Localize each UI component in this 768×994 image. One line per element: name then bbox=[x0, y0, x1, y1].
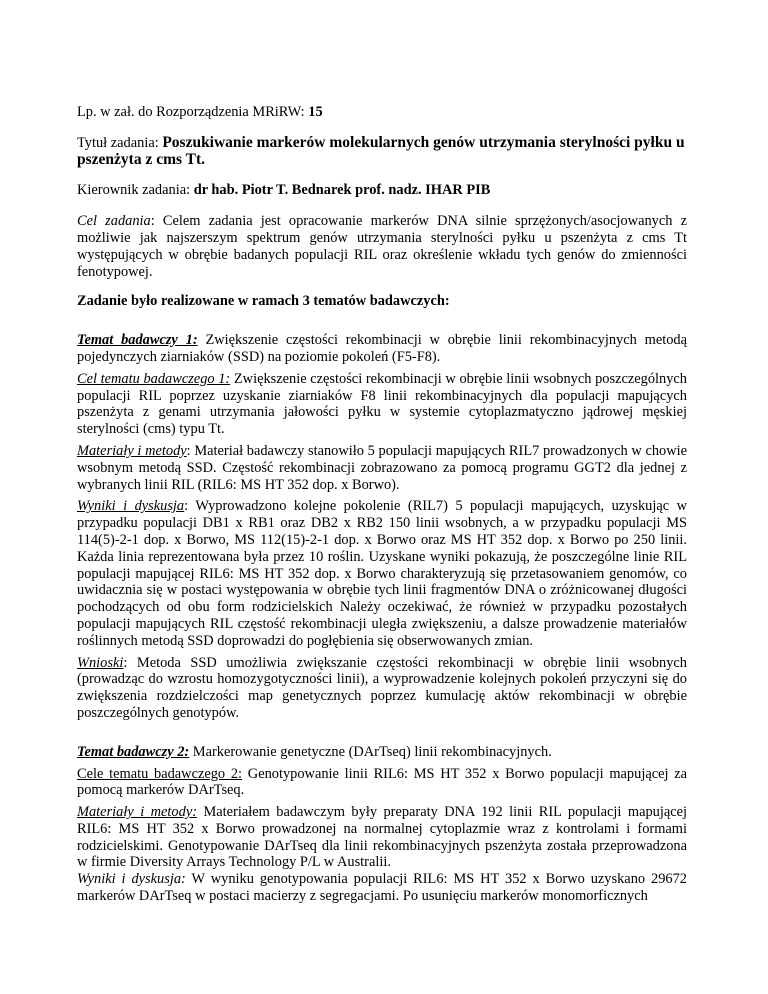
topic1-goal-text: Zwiększenie częstości rekombinacji w obrębie linii wsobnych poszczególnych populacji RIL poprzez uzyskanie ziarniaków F8 linii rekombinacyjnych dla populacji mapujących pszenżyta z genami utrzymania jałowości pyłku w systemie cytoplazmatyczno jądrowej męskiej sterylności (cms) typu Tt. bbox=[77, 370, 687, 438]
topic1-results bbox=[77, 498, 687, 649]
task-goal bbox=[77, 213, 687, 280]
topic1-results-text: : Wyprowadzono kolejne pokolenie (RIL7) 5 populacji mapujących, uzyskując w przypadku populacji DB1 x RB1 oraz DB2 x RB2 150 linii wsobnych, a w przypadku populacji MS 114(5)-2-1 dop. x Borwo, MS 112(15)-2-1 dop. x Borwo oraz MS HT 352 dop. x Borwo po 250 linii. Każda linia reprezentowana była przez 10 roślin. Uzyskane wyniki pokazują, że poszczególne linie RIL populacji mapującej RIL6: MS HT 352 dop. x Borwo charakteryzują się przetasowaniem genomów, co uwidacznia się w postaci występowania w obrębie tych linii fragmentów DNA o zróżnicowanej długości pochodzących od obu form rodzicielskich Należy oczekiwać, że również w przypadku pozostałych populacji mapujących RIL częstość rekombinacji uległa zwiększeniu, a dalsze prowadzenie materiałów roślinnych metodą SSD doprowadzi do pogłębienia się obserwowanych zmian. bbox=[77, 498, 688, 649]
topic1-methods-label: Materiały i metody bbox=[77, 442, 187, 459]
topic1-conclusions-text: : Metoda SSD umożliwia zwiększanie częstości rekombinacji w obrębie linii wsobnych (prowadząc do wzrostu homozygotyczności linii), a wyprowadzenie kolejnych pokoleń przyczyni się do zwiększenia rozdzielczości map genetycznych poprzez kumulację aktów rekombinacji w obrębie poszczególnych genotypów. bbox=[77, 654, 687, 721]
topic1-heading bbox=[77, 332, 687, 366]
topic1-conclusions bbox=[77, 655, 687, 722]
regulation-line bbox=[77, 104, 687, 121]
topic2-methods-label: Materiały i metody: bbox=[77, 804, 198, 821]
topic1-methods-text: : Materiał badawczy stanowiło 5 populacji mapujących RIL7 prowadzonych w chowie wsobnym metodą SSD. Częstość rekombinacji zobrazowano za pomocą programu GGT2 dla jednej z wybranych linii RIL (RIL6: MS HT 352 dop. x Borwo). bbox=[77, 442, 688, 493]
task-title-value: Poszukiwanie markerów molekularnych genów utrzymania sterylności pyłku u pszenżyta z cms Tt. bbox=[77, 133, 685, 168]
topic2-label: Temat badawczy 2: bbox=[77, 743, 190, 760]
topic2-heading bbox=[77, 744, 687, 761]
topic1-goal bbox=[77, 371, 687, 438]
task-manager bbox=[77, 182, 687, 199]
topic2-text: Markerowanie genetyczne (DArTseq) linii rekombinacyjnych. bbox=[189, 743, 552, 760]
task-title bbox=[77, 135, 687, 169]
topic1-methods bbox=[77, 443, 687, 493]
topic2-goal-text: Genotypowanie linii RIL6: MS HT 352 x Borwo populacji mapującej za pomocą markerów DArTseq. bbox=[77, 765, 687, 799]
topic1-conclusions-label: Wnioski bbox=[77, 654, 124, 671]
topic1-label: Temat badawczy 1: bbox=[77, 332, 198, 349]
topic2-goal bbox=[77, 766, 687, 800]
task-goal-text: : Celem zadania jest opracowanie markerów DNA silnie sprzężonych/asocjowanych z możliwie jak najszerszym spektrum genów utrzymania sterylności pyłku u pszenżyta z cms Tt występujących w obrębie badanych populacji RIL oraz określenie wkładu tych genów do zmienności fenotypowej. bbox=[77, 213, 687, 280]
topic1-goal-label: Cel tematu badawczego 1: bbox=[77, 370, 231, 387]
topic2-methods-text: Materiałem badawczym były preparaty DNA 192 linii RIL populacji mapującej RIL6: MS HT 352 x Borwo prowadzonej na normalnej cytoplazmie wraz z kontrolami i formami rodzicielskimi. Genotypowanie DArTseq dla linii rekombinacyjnych pszenżyta została przeprowadzona w firmie Diversity Arrays Technology P/L w Australii. bbox=[77, 804, 688, 871]
task-manager-label: Kierownik zadania: bbox=[77, 182, 194, 199]
topic1-text: Zwiększenie częstości rekombinacji w obrębie linii rekombinacyjnych metodą pojedynczych ziarniaków (SSD) na poziomie pokoleń (F5-F8). bbox=[77, 332, 687, 365]
topic2-results-text: W wyniku genotypowania populacji RIL6: MS HT 352 x Borwo uzyskano 29672 markerów DArTseq w postaci macierzy z segregacjami. Po usunięciu markerów monomorficznych bbox=[77, 871, 687, 905]
regulation-number: 15 bbox=[308, 104, 323, 120]
topic2-results bbox=[77, 871, 687, 905]
task-title-label: Tytuł zadania: bbox=[77, 134, 163, 151]
document-page bbox=[77, 104, 687, 905]
task-goal-label: Cel zadania bbox=[77, 213, 151, 230]
intro-heading: Zadanie było realizowane w ramach 3 tematów badawczych: bbox=[77, 293, 450, 310]
topic2-methods bbox=[77, 804, 687, 871]
topic2-results-label: Wyniki i dyskusja: bbox=[77, 871, 186, 888]
regulation-label: Lp. w zał. do Rozporządzenia MRiRW: bbox=[77, 104, 309, 120]
task-manager-value: dr hab. Piotr T. Bednarek prof. nadz. IHAR PIB bbox=[193, 182, 491, 199]
topic2-goal-label: Cele tematu badawczego 2: bbox=[77, 765, 243, 782]
topic1-results-label: Wyniki i dyskusja bbox=[77, 498, 185, 515]
